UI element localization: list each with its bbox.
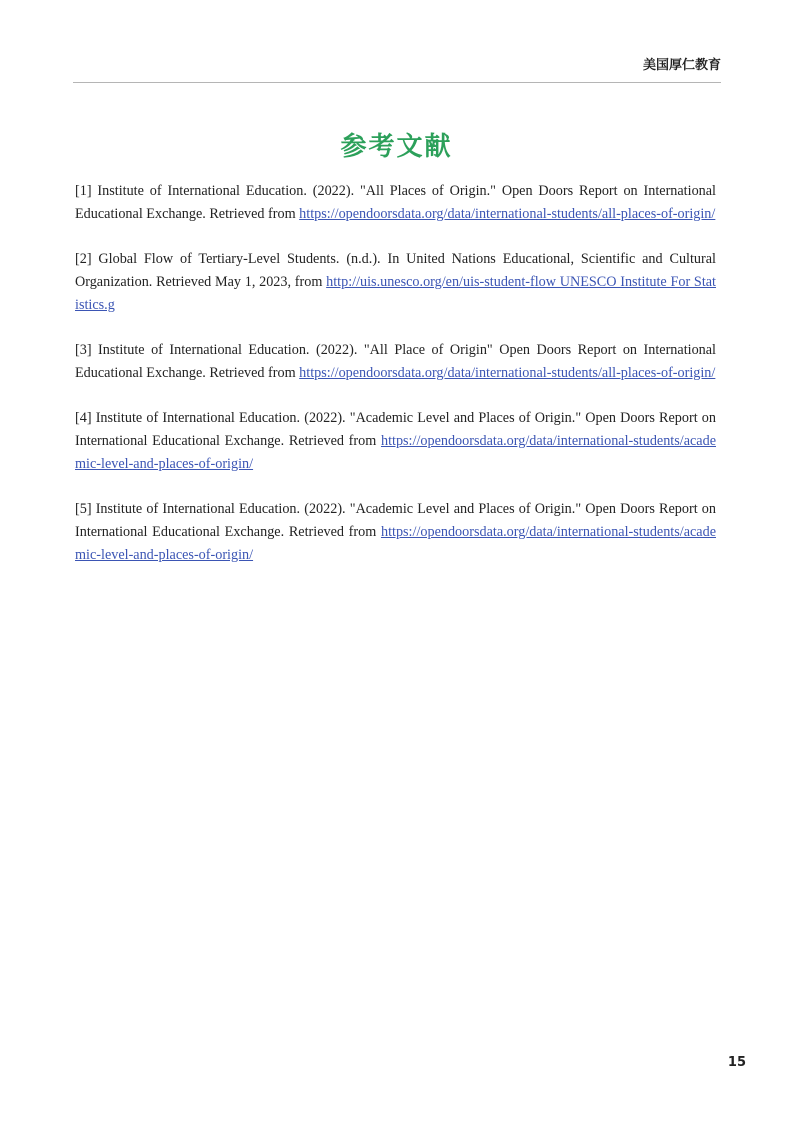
reference-item: [75, 180, 716, 226]
reference-item: [75, 498, 716, 566]
page-number: 15: [727, 1055, 746, 1070]
reference-item: [75, 248, 716, 316]
reference-link[interactable]: http://uis.unesco.org/en/uis-student-flow UNESCO Institute For Statistics.g: [75, 273, 717, 313]
reference-link[interactable]: https://opendoorsdata.org/data/international-students/all-places-of-origin/: [299, 364, 716, 381]
reference-item: [75, 407, 716, 475]
page-title: 参考文献: [340, 132, 453, 162]
reference-link[interactable]: https://opendoorsdata.org/data/international-students/all-places-of-origin/: [299, 205, 716, 222]
reference-text: [4] Institute of International Education. (2022). "Academic Level and Places of Origin." Open Doors Report on International Educational Exchange. Retrieved from: [75, 410, 716, 449]
reference-list: [75, 180, 716, 589]
reference-text: [5] Institute of International Education. (2022). "Academic Level and Places of Origin." Open Doors Report on International Educational Exchange. Retrieved from: [75, 500, 716, 540]
reference-link[interactable]: https://opendoorsdata.org/data/international-students/academic-level-and-places-of-origin/: [75, 432, 716, 472]
header-brand: 美国厚仁教育: [642, 58, 721, 73]
reference-text: [1] Institute of International Education. (2022). "All Places of Origin." Open Doors Report on International Educational Exchange. Retrieved from: [75, 183, 716, 222]
reference-link[interactable]: https://opendoorsdata.org/data/international-students/academic-level-and-places-of-origin/: [75, 523, 716, 563]
reference-text: [2] Global Flow of Tertiary-Level Students. (n.d.). In United Nations Educational, Scientific and Cultural Organization. Retrieved May 1, 2023, from: [75, 251, 716, 290]
reference-text: [3] Institute of International Education. (2022). "All Place of Origin" Open Doors Report on International Educational Exchange. Retrieved from: [75, 341, 716, 381]
page-header: [73, 50, 721, 83]
reference-item: [75, 339, 716, 385]
